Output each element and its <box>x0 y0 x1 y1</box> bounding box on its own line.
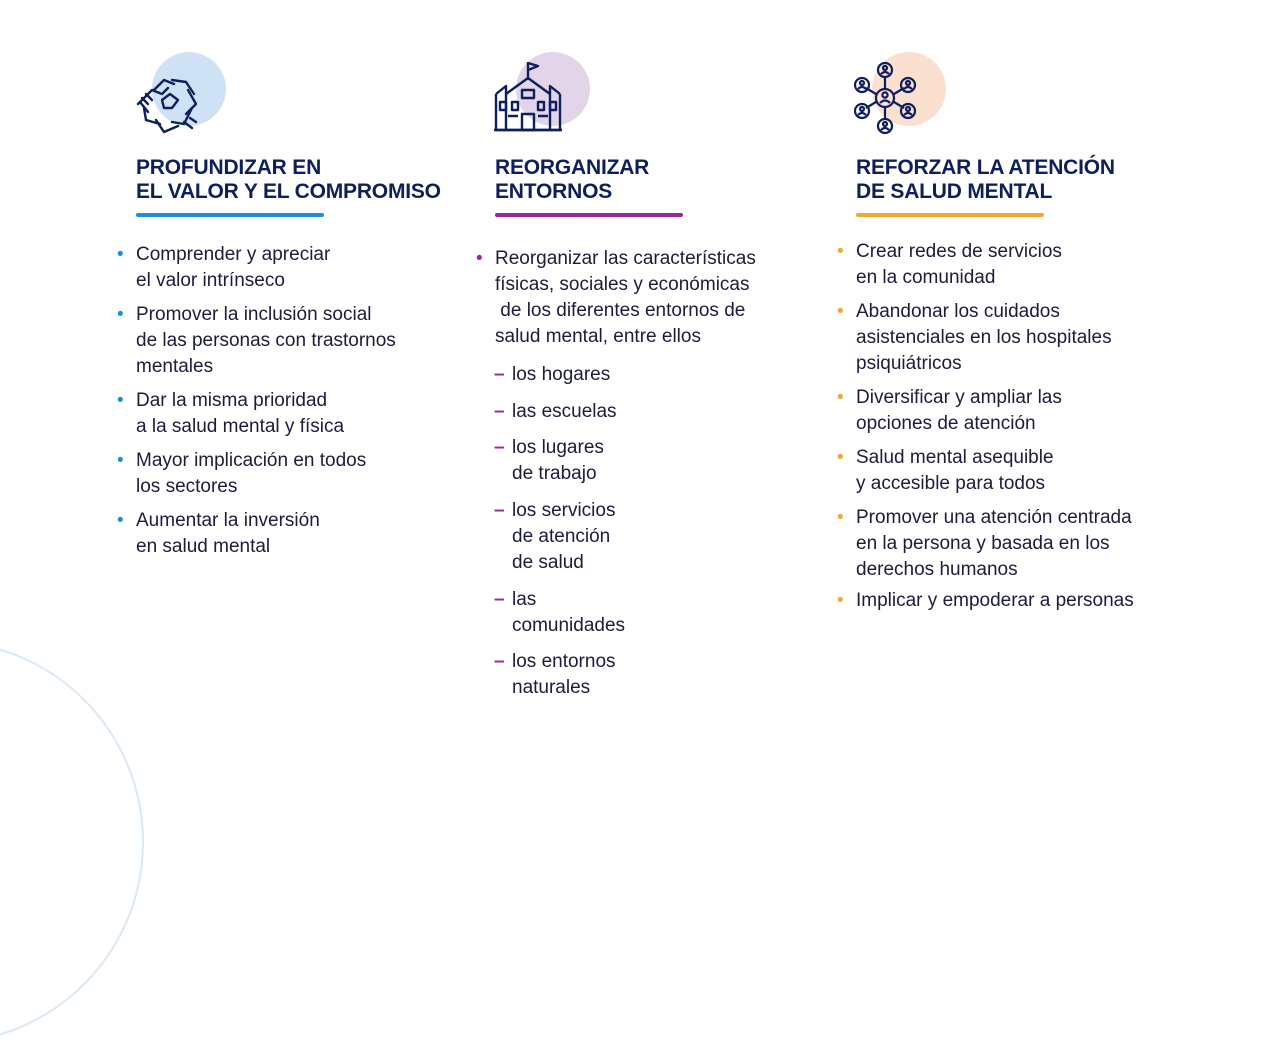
bullet-list <box>476 246 756 362</box>
list-item: • Implicar y empoderar a personas <box>837 590 1134 611</box>
hands-joined-icon <box>134 52 244 142</box>
sub-list-item: – los lugares de trabajo <box>494 437 604 485</box>
decorative-arc <box>0 640 144 1044</box>
list-item: • Salud mental asequible y accesible para todos <box>837 447 1054 494</box>
list-item: • Crear redes de servicios en la comunidad <box>837 241 1062 288</box>
column-title: REORGANIZAR ENTORNOS <box>495 156 650 203</box>
people-network-icon <box>854 52 964 142</box>
sub-list-item: – las comunidades <box>494 588 626 636</box>
column-title: PROFUNDIZAR EN EL VALOR Y EL COMPROMISO <box>136 156 441 203</box>
list-item: • Mayor implicación en todos los sectores <box>117 450 367 497</box>
list-item: • Reorganizar las características físicas, sociales y económicas de los diferentes entornos de salud mental, entre ellos <box>476 248 756 347</box>
list-item: • Abandonar los cuidados asistenciales en los hospitales psiquiátricos <box>837 301 1112 374</box>
bullet-list <box>837 239 1134 614</box>
column-title: REFORZAR LA ATENCIÓN DE SALUD MENTAL <box>856 156 1115 203</box>
accent-underline <box>495 213 683 217</box>
sub-list-item: – los hogares <box>494 364 611 385</box>
list-item: • Aumentar la inversión en salud mental <box>117 510 320 557</box>
list-item: • Diversificar y ampliar las opciones de atención <box>837 387 1062 434</box>
list-item: • Promover una atención centrada en la persona y basada en los derechos humanos <box>837 507 1132 580</box>
accent-underline <box>136 213 324 217</box>
sub-list-item: – los entornos naturales <box>494 651 616 699</box>
sub-list-item: – las escuelas <box>494 400 617 422</box>
list-item: • Comprender y apreciar el valor intrínseco <box>117 244 331 291</box>
list-item: • Promover la inclusión social de las personas con trastornos mentales <box>117 304 396 377</box>
sub-list <box>494 362 626 701</box>
school-building-icon <box>494 52 604 142</box>
sub-list-item: – los servicios de atención de salud <box>494 500 616 574</box>
accent-underline <box>856 213 1044 217</box>
bullet-list <box>117 242 396 560</box>
list-item: • Dar la misma prioridad a la salud mental y física <box>117 390 345 437</box>
